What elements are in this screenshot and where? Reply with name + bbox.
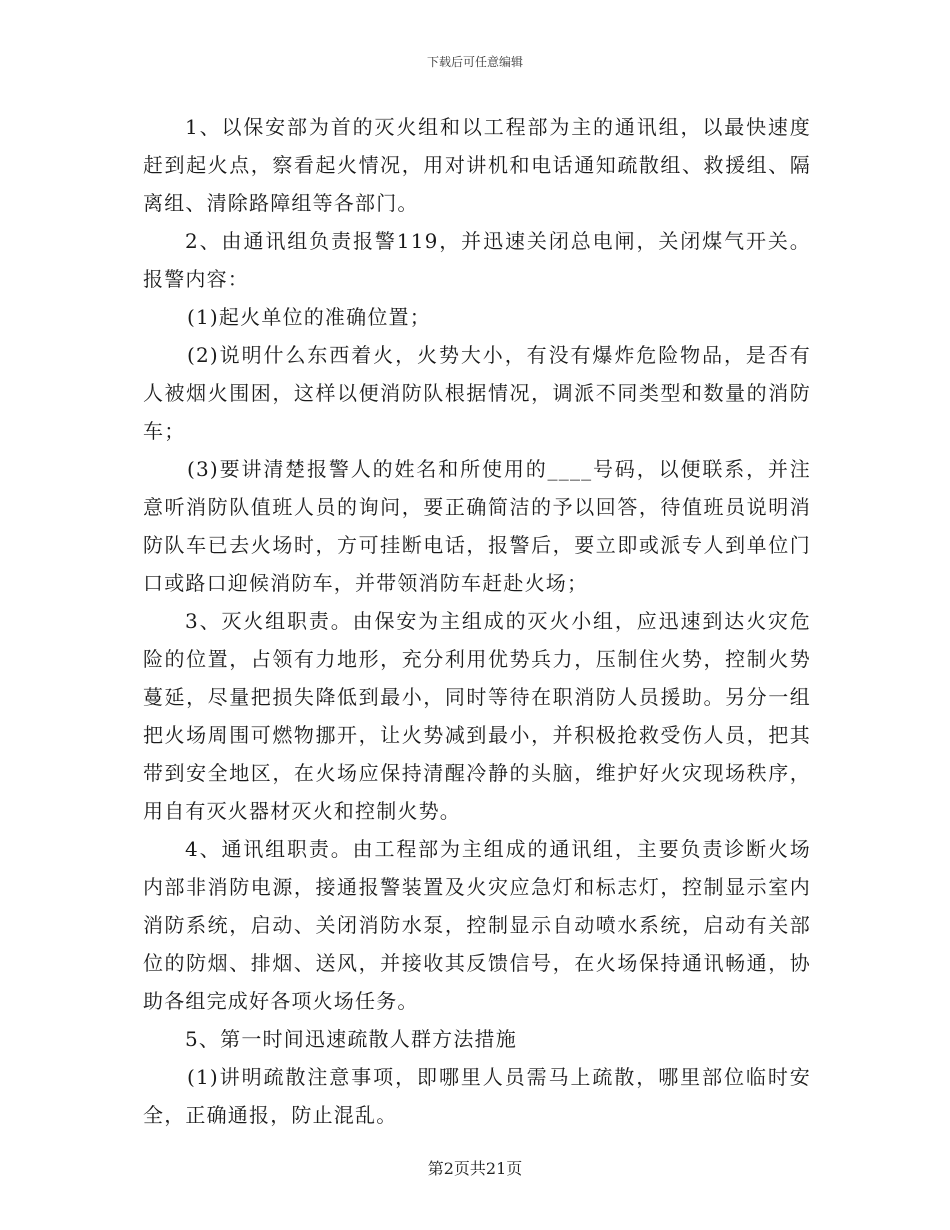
paragraph-2: 2、由通讯组负责报警119，并迅速关闭总电闸，关闭煤气开关。报警内容： [143, 229, 811, 291]
paragraph-1: 1、以保安部为首的灭火组和以工程部为主的通讯组，以最快速度赶到起火点，察看起火情况，用对讲机和电话通知疏散组、救援组、隔离组、清除路障组等各部门。 [143, 115, 811, 215]
paragraph-2-item-2: (2)说明什么东西着火，火势大小，有没有爆炸危险物品，是否有人被烟火围困，这样以便消防队根据情况，调派不同类型和数量的消防车； [143, 343, 811, 443]
paragraph-5-item-1: (1)讲明疏散注意事项，即哪里人员需马上疏散，哪里部位临时安全，正确通报，防止混乱。 [143, 1065, 811, 1127]
paragraph-4: 4、通讯组职责。由工程部为主组成的通讯组，主要负责诊断火场内部非消防电源，接通报警装置及火灾应急灯和标志灯，控制显示室内消防系统，启动、关闭消防水泵，控制显示自动喷水系统，启动有关部位的防烟、排烟、送风，并接收其反馈信号，在火场保持通讯畅通，协助各组完成好各项火场任务。 [143, 837, 811, 1013]
paragraph-3: 3、灭火组职责。由保安为主组成的灭火小组，应迅速到达火灾危险的位置，占领有力地形，充分利用优势兵力，压制住火势，控制火势蔓延，尽量把损失降低到最小，同时等待在职消防人员援助。另分一组把火场周围可燃物挪开，让火势减到最小，并积极抢救受伤人员，把其带到安全地区，在火场应保持清醒冷静的头脑，维护好火灾现场秩序，用自有灭火器材灭火和控制火势。 [143, 609, 811, 823]
paragraph-5: 5、第一时间迅速疏散人群方法措施 [185, 1027, 517, 1051]
paragraph-2-item-1: (1)起火单位的准确位置； [187, 305, 431, 329]
paragraph-2-item-3: (3)要讲清楚报警人的姓名和所使用的____号码，以便联系，并注意听消防队值班人员的询问，要正确简洁的予以回答，待值班员说明消防队车已去火场时，方可挂断电话，报警后，要立即或派专人到单位门口或路口迎候消防车，并带领消防车赶赴火场； [143, 457, 811, 595]
page-header-note: 下载后可任意编辑 [426, 55, 523, 69]
document-body [143, 108, 811, 1134]
page-number: 第2页共21页 [427, 1159, 523, 1178]
